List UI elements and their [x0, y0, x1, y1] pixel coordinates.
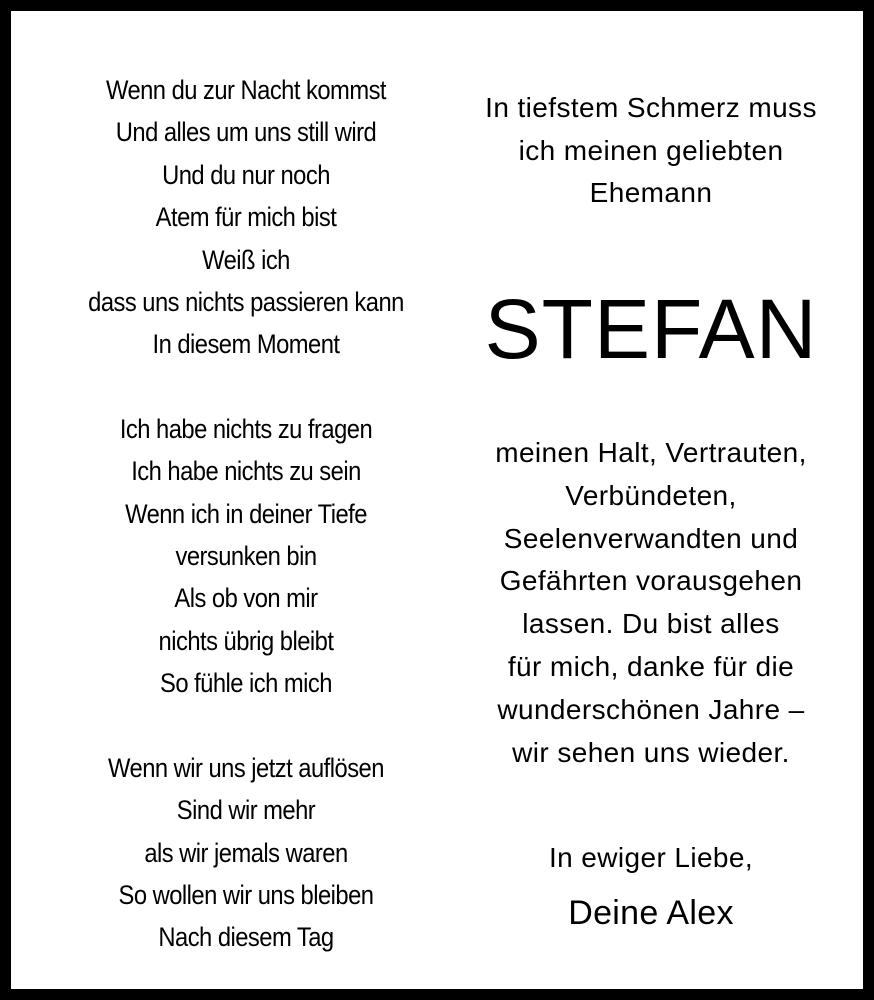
message-line: wir sehen uns wieder.: [512, 736, 790, 768]
intro-line: ich meinen geliebten: [518, 134, 784, 166]
poem-line: dass uns nichts passieren kann: [88, 287, 404, 318]
poem-line: nichts übrig bleibt: [158, 625, 334, 656]
message-line: Seelenverwandten und: [503, 522, 799, 554]
poem-line: Sind wir mehr: [176, 795, 316, 826]
poem-stanza-3: [78, 747, 414, 959]
poem-line: Wenn ich in deiner Tiefe: [125, 498, 367, 529]
poem-line: Wenn wir uns jetzt auflösen: [108, 752, 384, 783]
poem-line: Wenn du zur Nacht kommst: [105, 75, 387, 105]
signature: Deine Alex: [568, 894, 734, 932]
poem-line: Atem für mich bist: [155, 202, 337, 233]
poem-line: Als ob von mir: [174, 583, 318, 614]
message-line: Verbündeten,: [565, 479, 737, 511]
poem-line: Ich habe nichts zu fragen: [119, 413, 373, 444]
poem-line: So wollen wir uns bleiben: [118, 879, 374, 910]
poem-line: Weiß ich: [202, 244, 290, 275]
message-line: Gefährten vorausgehen: [499, 565, 803, 597]
poem-line: als wir jemals waren: [144, 837, 348, 868]
closing-phrase: In ewiger Liebe,: [548, 842, 754, 873]
poem-line: So fühle ich mich: [160, 668, 332, 699]
poem: [78, 69, 414, 959]
announcement-message: [455, 432, 847, 774]
message-line: lassen. Du bist alles: [522, 608, 780, 640]
intro-line: In tiefstem Schmerz muss: [485, 92, 817, 123]
message-line: meinen Halt, Vertrauten,: [495, 437, 807, 468]
poem-line: In diesem Moment: [152, 329, 340, 360]
poem-line: Nach diesem Tag: [158, 922, 334, 953]
deceased-name: STEFAN: [484, 282, 818, 376]
poem-line: versunken bin: [175, 541, 317, 572]
poem-stanza-1: [78, 69, 414, 366]
intro-line: Ehemann: [589, 177, 713, 208]
message-line: wunderschönen Jahre –: [497, 693, 805, 725]
poem-line: Und alles um uns still wird: [115, 117, 377, 148]
poem-line: Und du nur noch: [162, 159, 330, 190]
message-line: für mich, danke für die: [507, 650, 795, 682]
announcement-intro: [455, 87, 847, 215]
poem-stanza-2: [78, 408, 414, 705]
poem-line: Ich habe nichts zu sein: [131, 456, 361, 487]
